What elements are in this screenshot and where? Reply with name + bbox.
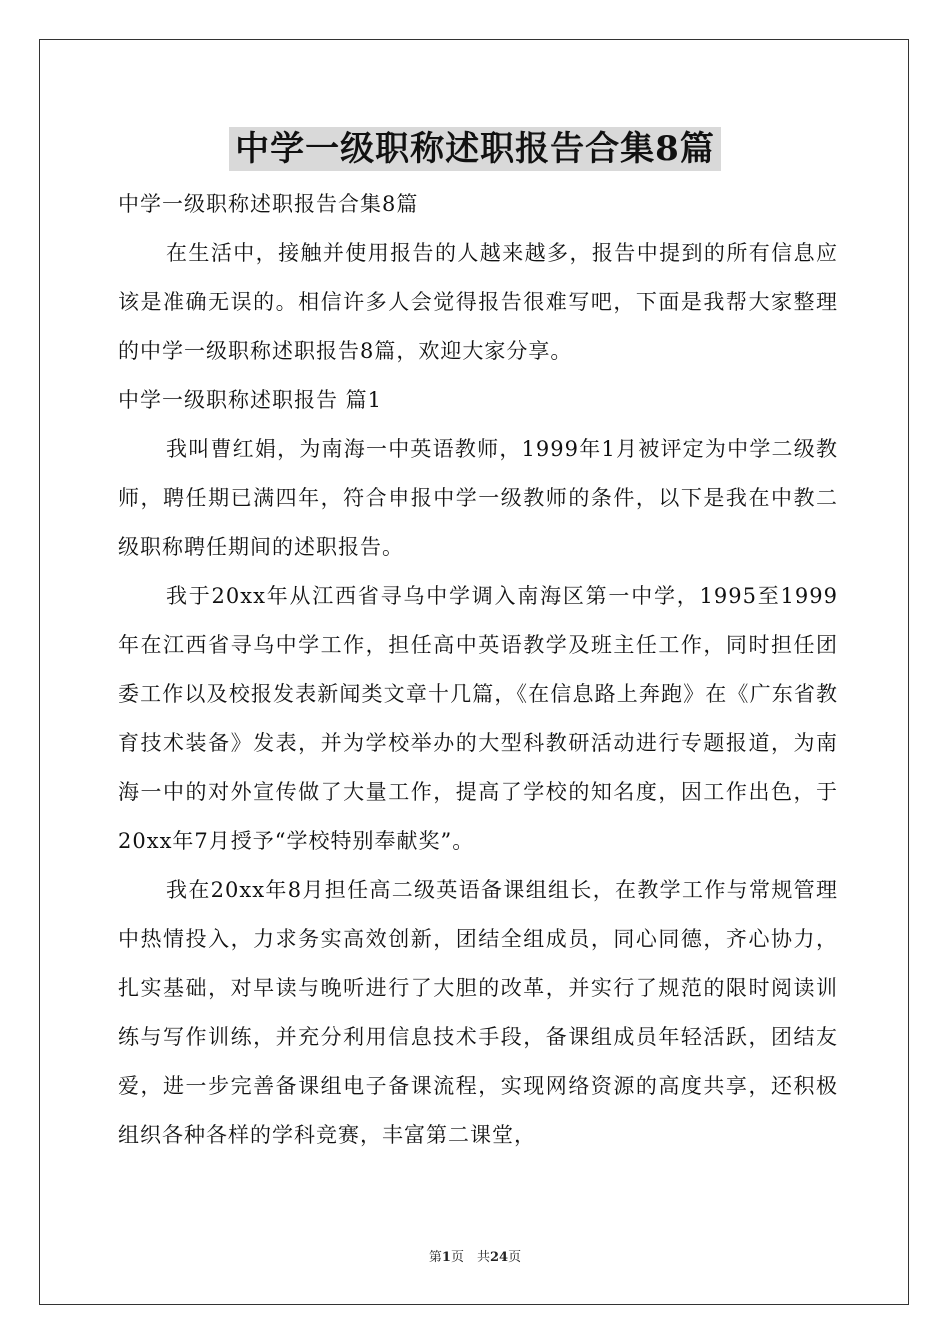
document-body bbox=[118, 180, 838, 1160]
footer-page-suffix: 页 bbox=[508, 1250, 522, 1265]
body-paragraph-2: 我于20xx年从江西省寻乌中学调入南海区第一中学，1995至1999年在江西省寻乌中学工作，担任高中英语教学及班主任工作，同时担任团委工作以及校报发表新闻类文章十几篇，《在信息路上奔跑》在《广东省教育技术装备》发表，并为学校举办的大型科教研活动进行专题报道，为南海一中的对外宣传做了大量工作，提高了学校的知名度，因工作出色，于20xx年7月授予“学校特别奉献奖”。 bbox=[118, 584, 838, 853]
page-footer bbox=[0, 1246, 950, 1265]
footer-page-current: 1 bbox=[441, 1250, 451, 1265]
section-heading: 中学一级职称述职报告 篇1 bbox=[118, 388, 383, 412]
footer-page-prefix: 第 bbox=[428, 1250, 442, 1265]
footer-page-mid: 页 共 bbox=[450, 1250, 490, 1265]
title-container bbox=[0, 127, 950, 171]
document-title: 中学一级职称述职报告合集8篇 bbox=[229, 127, 721, 171]
footer-page-total: 24 bbox=[489, 1250, 509, 1265]
document-subtitle: 中学一级职称述职报告合集8篇 bbox=[118, 192, 419, 216]
body-paragraph-1: 我叫曹红娟，为南海一中英语教师，1999年1月被评定为中学二级教师，聘任期已满四年，符合申报中学一级教师的条件，以下是我在中教二级职称聘任期间的述职报告。 bbox=[118, 437, 838, 559]
body-paragraph-3: 我在20xx年8月担任高二级英语备课组组长，在教学工作与常规管理中热情投入，力求务实高效创新，团结全组成员，同心同德，齐心协力，扎实基础，对早读与晚听进行了大胆的改革，并实行了规范的限时阅读训练与写作训练，并充分利用信息技术手段，备课组成员年轻活跃，团结友爱，进一步完善备课组电子备课流程，实现网络资源的高度共享，还积极组织各种各样的学科竞赛，丰富第二课堂， bbox=[118, 878, 838, 1147]
intro-paragraph: 在生活中，接触并使用报告的人越来越多，报告中提到的所有信息应该是准确无误的。相信许多人会觉得报告很难写吧，下面是我帮大家整理的中学一级职称述职报告8篇，欢迎大家分享。 bbox=[118, 241, 838, 363]
